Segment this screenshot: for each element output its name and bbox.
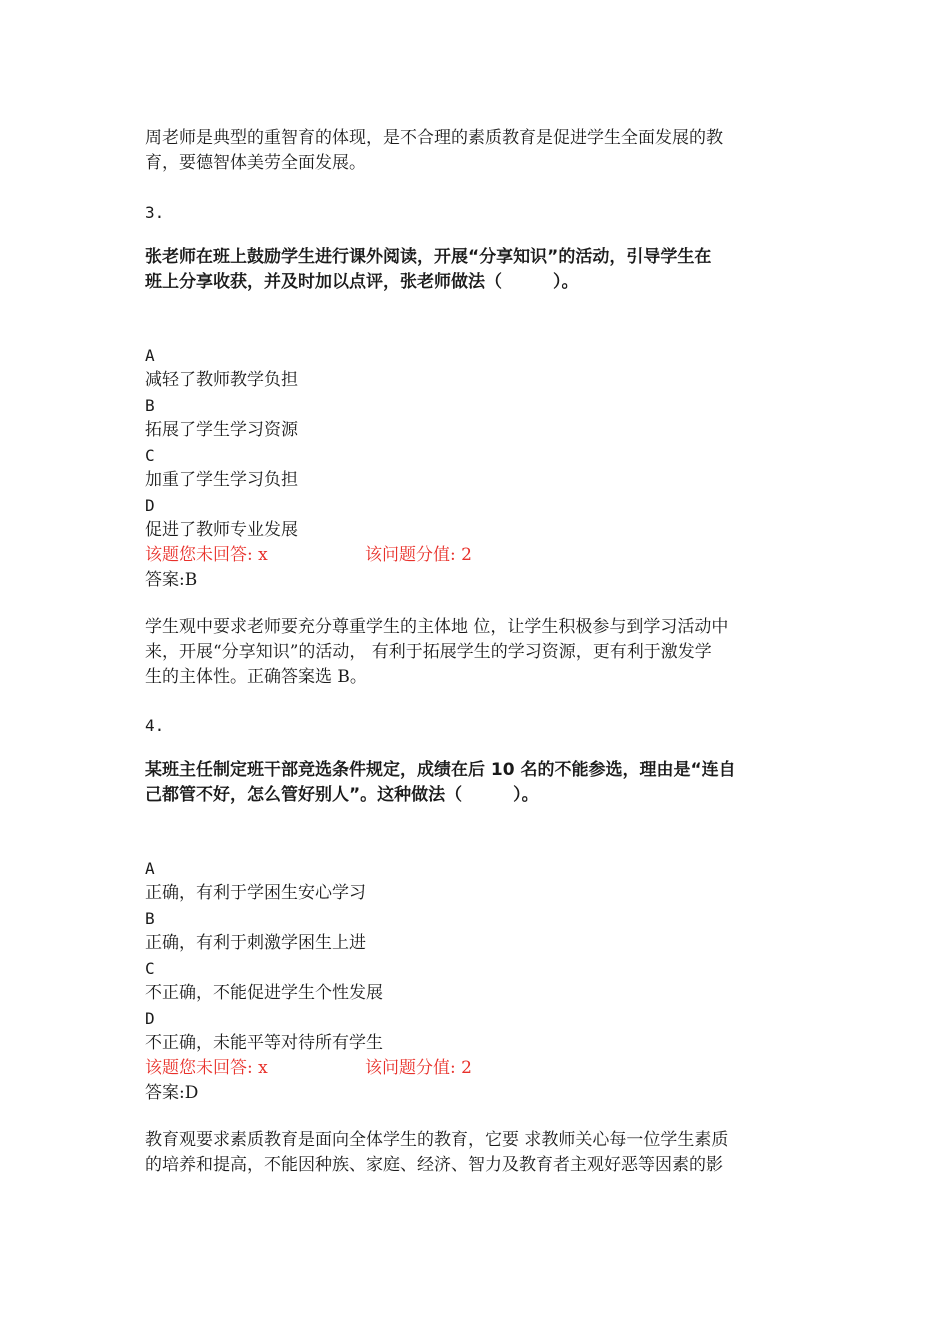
explanation-line: 的培养和提高，不能因种族、家庭、经济、智力及教育者主观好恶等因素的影 bbox=[145, 1155, 723, 1175]
question-stem: 班上分享收获，并及时加以点评，张老师做法（ ）。 bbox=[145, 272, 579, 292]
answer-status-row bbox=[145, 543, 810, 568]
option-letter: C bbox=[145, 446, 155, 465]
option-letter: B bbox=[145, 396, 155, 415]
option-letter: A bbox=[145, 346, 155, 365]
not-answered-status: 该题您未回答: x bbox=[145, 1058, 268, 1078]
option-letter: D bbox=[145, 1009, 155, 1028]
correct-answer: 答案:D bbox=[145, 1083, 199, 1103]
option-text: 拓展了学生学习资源 bbox=[145, 420, 298, 440]
option-text: 促进了教师专业发展 bbox=[145, 520, 298, 540]
option-letter: D bbox=[145, 496, 155, 515]
answer-status-row bbox=[145, 1056, 810, 1081]
explanation-line: 育，要德智体美劳全面发展。 bbox=[145, 153, 366, 173]
question-number: 4. bbox=[145, 716, 165, 735]
question-stem: 张老师在班上鼓励学生进行课外阅读，开展“分享知识”的活动，引导学生在 bbox=[145, 247, 712, 267]
not-answered-status: 该题您未回答: x bbox=[145, 545, 268, 565]
explanation-line: 学生观中要求老师要充分尊重学生的主体地 位，让学生积极参与到学习活动中 bbox=[145, 617, 729, 637]
option-text: 正确，有利于学困生安心学习 bbox=[145, 883, 366, 903]
correct-answer: 答案:B bbox=[145, 570, 198, 590]
option-letter: B bbox=[145, 909, 155, 928]
question-stem: 己都管不好，怎么管好别人”。这种做法（ ）。 bbox=[145, 785, 539, 805]
explanation-line: 来，开展“分享知识”的活动， 有利于拓展学生的学习资源，更有利于激发学 bbox=[145, 642, 712, 662]
explanation-line: 周老师是典型的重智育的体现，是不合理的素质教育是促进学生全面发展的教 bbox=[145, 128, 723, 148]
option-letter: C bbox=[145, 959, 155, 978]
option-text: 正确，有利于刺激学困生上进 bbox=[145, 933, 366, 953]
option-text: 不正确，未能平等对待所有学生 bbox=[145, 1033, 383, 1053]
question-number: 3. bbox=[145, 203, 165, 222]
explanation-line: 教育观要求素质教育是面向全体学生的教育，它要 求教师关心每一位学生素质 bbox=[145, 1130, 729, 1150]
question-score: 该问题分值: 2 bbox=[365, 1058, 472, 1078]
explanation-line: 生的主体性。正确答案选 B。 bbox=[145, 667, 367, 687]
question-score: 该问题分值: 2 bbox=[365, 545, 472, 565]
option-text: 减轻了教师教学负担 bbox=[145, 370, 298, 390]
option-letter: A bbox=[145, 859, 155, 878]
question-stem: 某班主任制定班干部竞选条件规定，成绩在后 10 名的不能参选，理由是“连自 bbox=[145, 760, 736, 780]
option-text: 加重了学生学习负担 bbox=[145, 470, 298, 490]
option-text: 不正确，不能促进学生个性发展 bbox=[145, 983, 383, 1003]
